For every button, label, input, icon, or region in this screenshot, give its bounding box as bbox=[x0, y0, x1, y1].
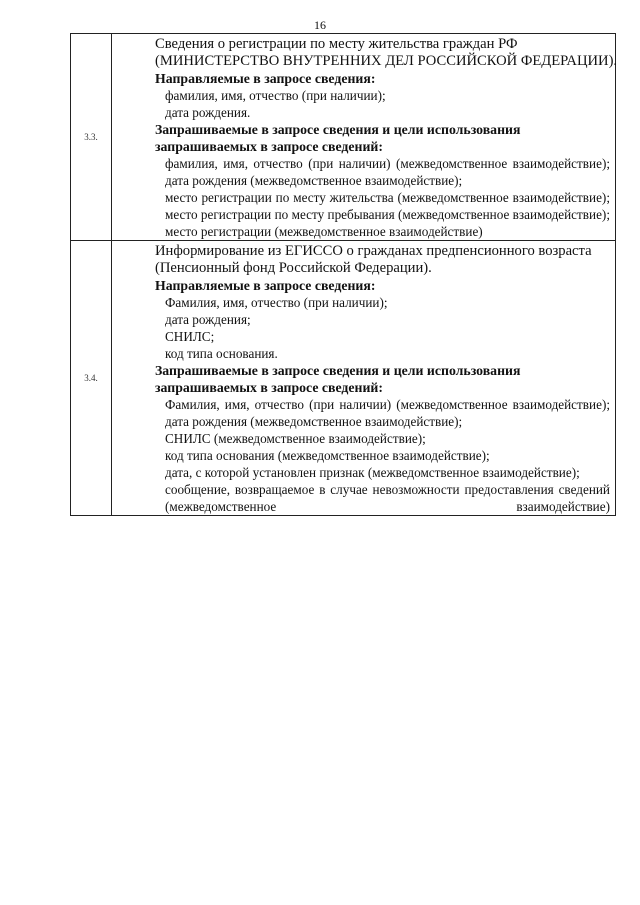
sent-item: дата рождения. bbox=[165, 105, 251, 120]
sent-item: дата рождения; bbox=[165, 312, 251, 327]
sent-heading: Направляемые в запросе сведения: bbox=[155, 278, 376, 293]
section-content bbox=[112, 241, 616, 516]
requested-item: дата рождения (межведомственное взаимодействие); bbox=[165, 173, 463, 188]
page-number: 16 bbox=[314, 18, 326, 32]
requested-heading-continued: запрашиваемых в запросе сведений: bbox=[155, 380, 383, 395]
sent-item: код типа основания. bbox=[165, 346, 278, 361]
section-title: Информирование из ЕГИССО о гражданах предпенсионного возраста bbox=[155, 243, 592, 259]
section-content bbox=[112, 34, 616, 241]
requested-item: код типа основания (межведомственное взаимодействие); bbox=[165, 448, 490, 463]
sent-item: фамилия, имя, отчество (при наличии); bbox=[165, 88, 386, 103]
table-row-3-3 bbox=[71, 34, 616, 241]
requested-heading: Запрашиваемые в запросе сведения и цели использования bbox=[155, 122, 521, 137]
requested-item: место регистрации (межведомственное взаимодействие) bbox=[165, 224, 483, 239]
requested-item-text: Фамилия, имя, отчество (при наличии) (межведомственное взаимодействие); bbox=[165, 397, 610, 412]
section-title: Сведения о регистрации по месту жительства граждан РФ bbox=[155, 36, 518, 52]
requested-heading: Запрашиваемые в запросе сведения и цели использования bbox=[155, 363, 521, 378]
requested-item bbox=[155, 481, 610, 515]
requested-heading-continued: запрашиваемых в запросе сведений: bbox=[155, 139, 383, 154]
requested-item bbox=[155, 206, 610, 223]
requested-item-text: место регистрации по месту жительства (межведомственное взаимодействие); bbox=[165, 190, 610, 205]
sent-heading: Направляемые в запросе сведения: bbox=[155, 71, 376, 86]
row-number: 3.4. bbox=[71, 241, 112, 516]
requested-item bbox=[155, 155, 610, 172]
section-title-agency: (Пенсионный фонд Российской Федерации). bbox=[155, 260, 432, 276]
requested-item bbox=[155, 396, 610, 413]
requested-item: СНИЛС (межведомственное взаимодействие); bbox=[165, 431, 426, 446]
sent-item: СНИЛС; bbox=[165, 329, 215, 344]
section-title-agency: (МИНИСТЕРСТВО ВНУТРЕННИХ ДЕЛ РОССИЙСКОЙ ФЕДЕРАЦИИ). bbox=[155, 53, 618, 69]
sent-item: Фамилия, имя, отчество (при наличии); bbox=[165, 295, 388, 310]
requested-item: дата, с которой установлен признак (межведомственное взаимодействие); bbox=[165, 465, 580, 480]
requested-item-text: сообщение, возвращаемое в случае невозможности предоставления сведений (межведомственное взаимодействие) bbox=[165, 482, 610, 514]
requested-item: дата рождения (межведомственное взаимодействие); bbox=[165, 414, 463, 429]
row-number: 3.3. bbox=[71, 34, 112, 241]
requirements-table bbox=[70, 33, 616, 516]
requested-item-text: место регистрации по месту пребывания (межведомственное взаимодействие); bbox=[165, 207, 610, 222]
requested-item-text: фамилия, имя, отчество (при наличии) (межведомственное взаимодействие); bbox=[165, 156, 610, 171]
table-row-3-4 bbox=[71, 241, 616, 516]
requested-item bbox=[155, 189, 610, 206]
